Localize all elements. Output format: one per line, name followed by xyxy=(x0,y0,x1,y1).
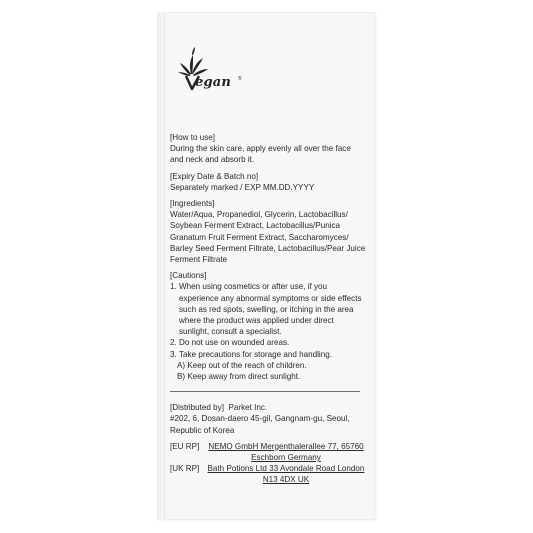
how-to-use-text: During the skin care, apply evenly all over the face and neck and absorb it. xyxy=(170,144,351,165)
label-content xyxy=(170,132,366,486)
vegan-logo-text: egan xyxy=(195,75,232,90)
carton-seam xyxy=(157,12,165,520)
uk-rp-value: Bath Potions Ltd 33 Avondale Road London N13 4DX UK xyxy=(207,464,365,485)
distributor-line xyxy=(170,402,366,413)
cautions-title: [Cautions] xyxy=(170,271,207,281)
list-text: When using cosmetics or after use, if you experience any abnormal symptoms or side effects such as red spots, swelling, or itching in the area where the product was applied under direct sunlight, consult a specialist. xyxy=(179,282,362,337)
list-number: 3. xyxy=(170,349,177,359)
product-carton xyxy=(157,12,375,520)
list-text: Take precautions for storage and handling. xyxy=(179,349,332,359)
distributor-name: Parket Inc. xyxy=(228,403,268,413)
list-subtext: B) Keep away from direct sunlight. xyxy=(177,372,301,382)
distributor-address: #202, 6, Dosan-daero 45-gil, Gangnam-gu, Seoul, Republic of Korea xyxy=(170,414,350,435)
eu-rp-row xyxy=(170,441,366,463)
cautions-list xyxy=(170,281,366,382)
list-text: Do not use on wounded areas. xyxy=(179,338,290,348)
distributor-label: [Distributed by] xyxy=(170,403,224,413)
registered-mark: ® xyxy=(238,76,242,82)
list-item xyxy=(170,349,366,360)
expiry-title: [Expiry Date & Batch no] xyxy=(170,171,259,181)
uk-rp-tag: [UK RP] xyxy=(170,464,200,474)
ingredients-title: [Ingredients] xyxy=(170,199,215,209)
list-subtext: A) Keep out of the reach of children. xyxy=(177,360,307,370)
vegan-logo xyxy=(177,46,247,94)
list-item xyxy=(170,371,366,382)
list-item xyxy=(170,337,366,348)
expiry-text: Separately marked / EXP MM.DD.YYYY xyxy=(170,182,315,192)
eu-rp-tag: [EU RP] xyxy=(170,441,200,451)
list-item xyxy=(170,281,366,337)
uk-rp-row xyxy=(170,463,366,485)
list-number: 2. xyxy=(170,338,177,348)
divider xyxy=(170,391,360,392)
eu-rp-value: NEMO GmbH Mergenthalerallee 77, 65760 Eschborn Germany xyxy=(208,441,364,463)
list-item xyxy=(170,360,366,371)
ingredients-text: Water/Aqua, Propanediol, Glycerin, Lactobacillus/ Soybean Ferment Extract, Lactobacillus/Punica Granatum Fruit Ferment Extract, Saccharomyces/ Barley Seed Ferment Filtrate, Lactobacillus/Pear Juice Ferment Filtrate xyxy=(170,210,366,265)
how-to-use-title: [How to use] xyxy=(170,133,215,142)
list-number: 1. xyxy=(170,282,177,292)
